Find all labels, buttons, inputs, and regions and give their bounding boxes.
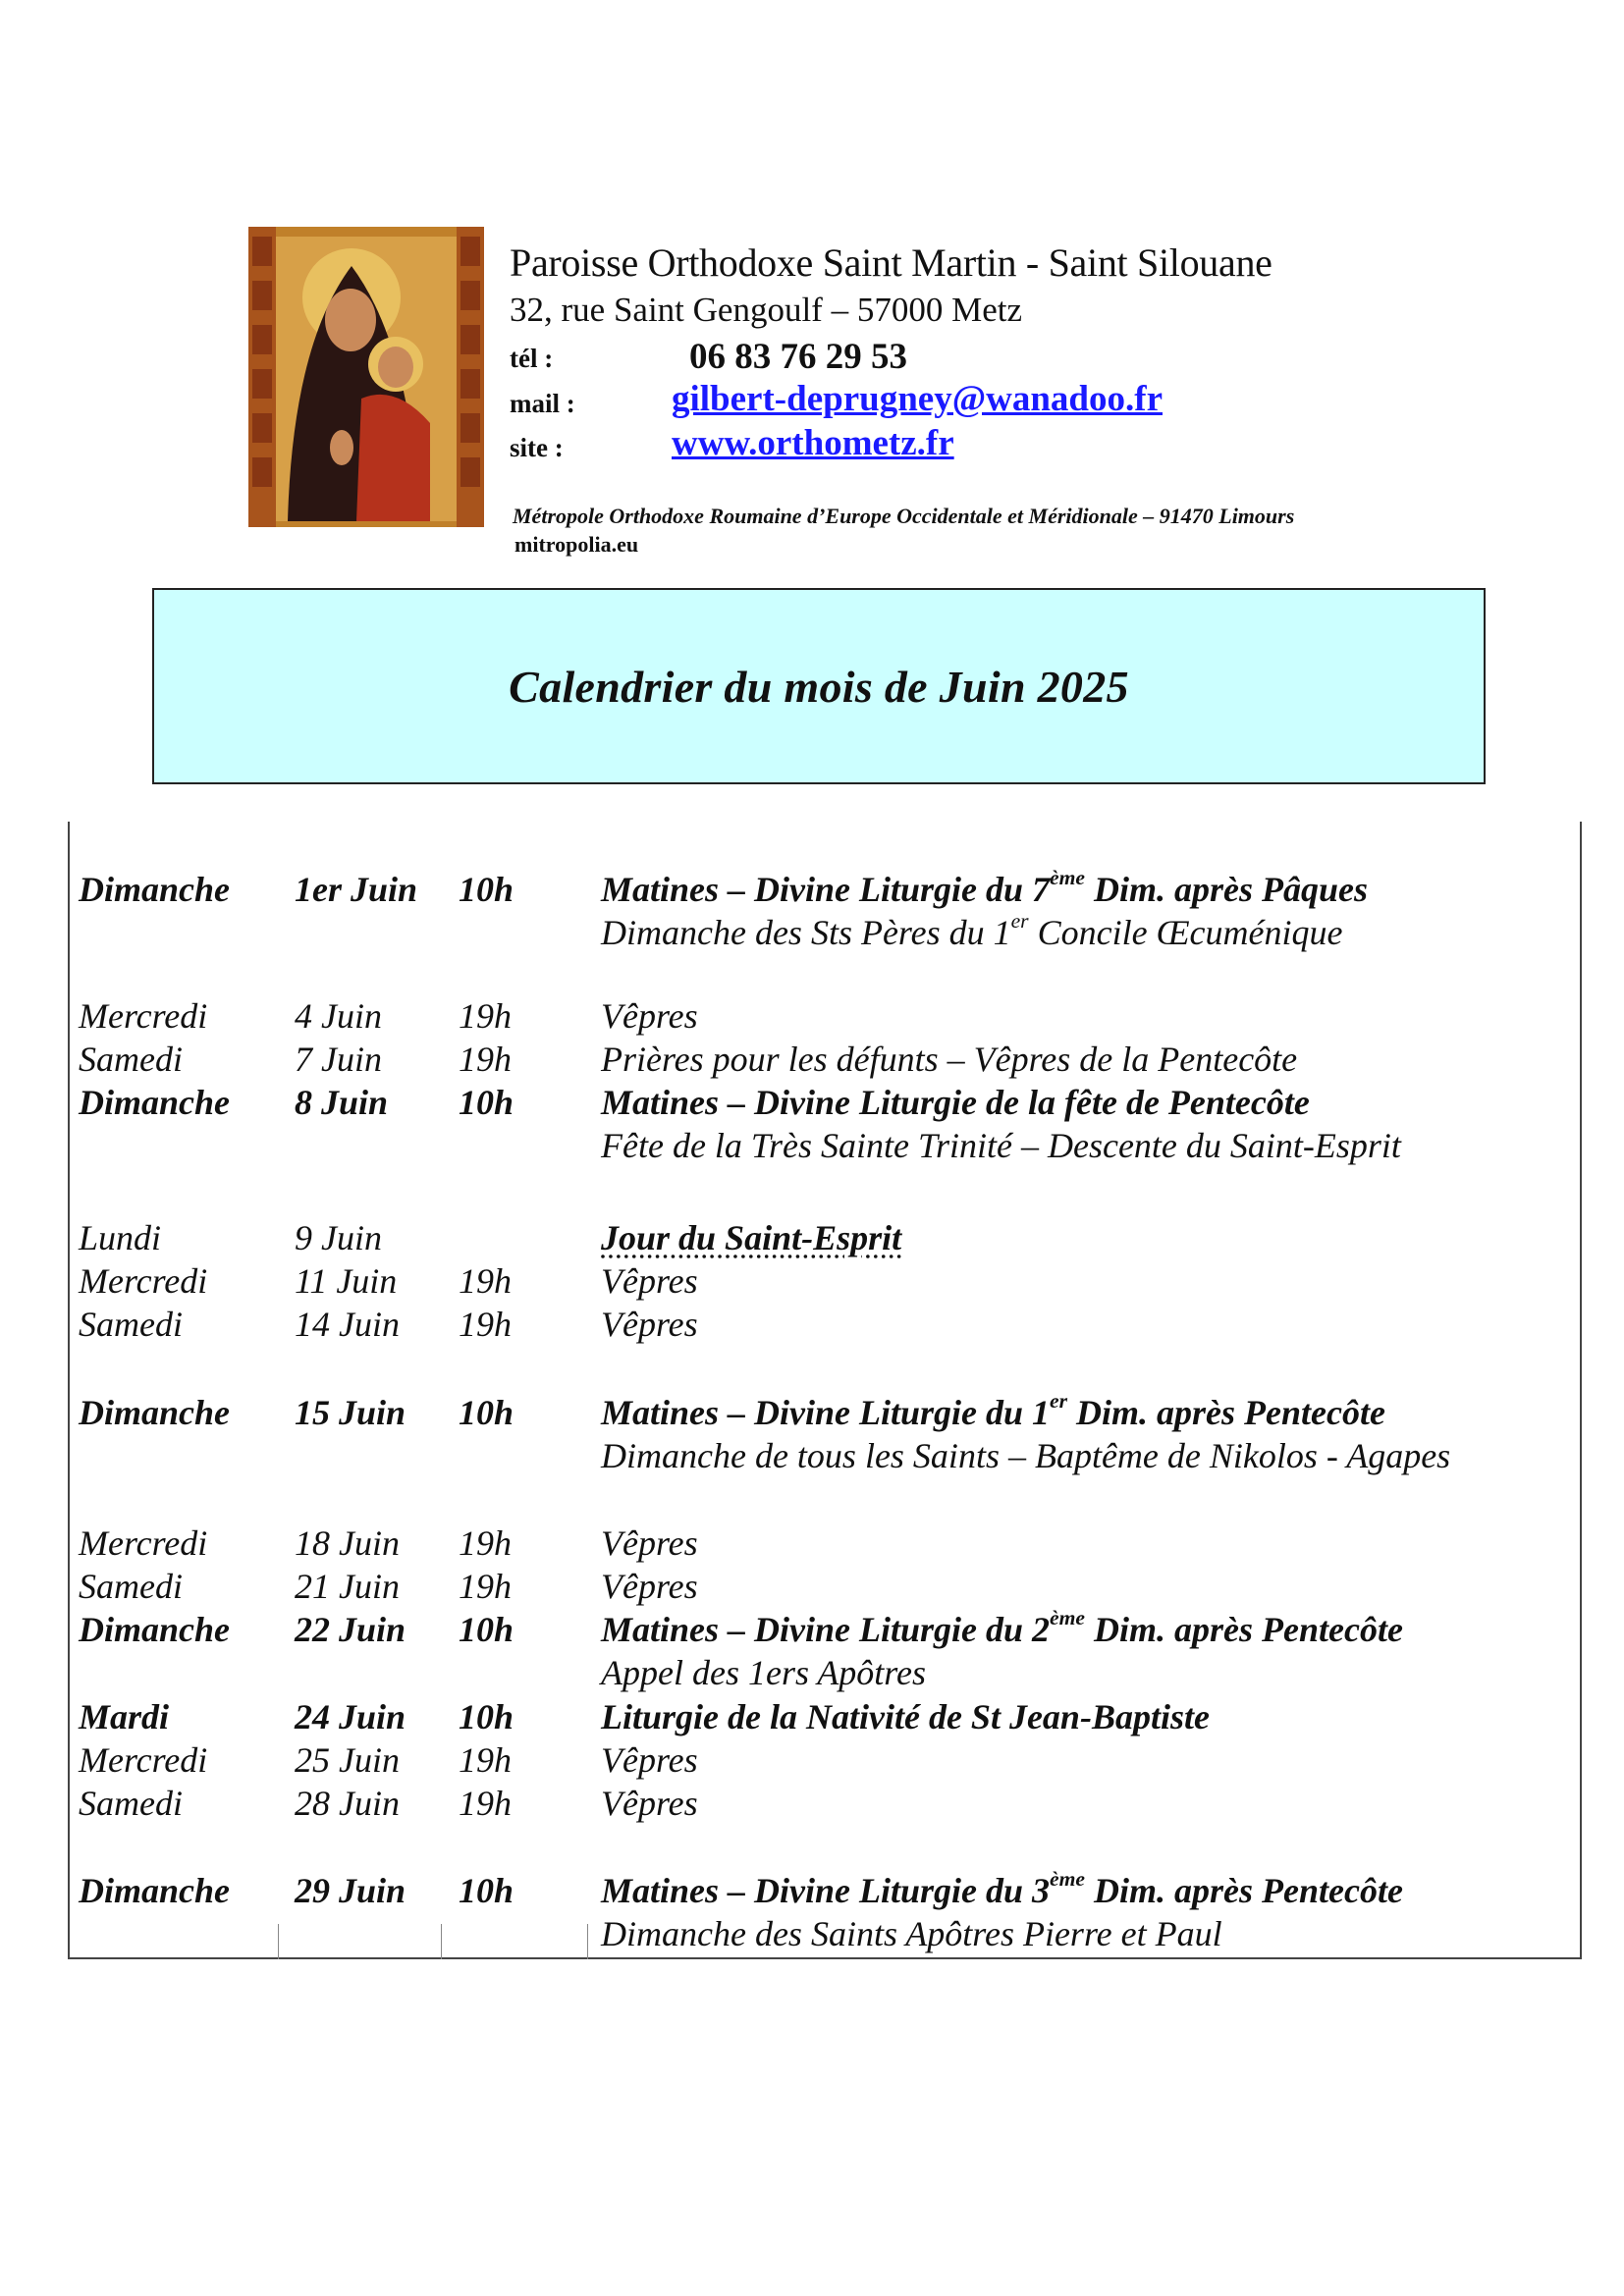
- row-day: Mardi: [79, 1697, 170, 1736]
- schedule-row: [0, 1605, 1624, 1652]
- row-time: 19h: [459, 1523, 512, 1563]
- row-day: Dimanche: [79, 1083, 231, 1122]
- row-day: Dimanche: [79, 1393, 231, 1432]
- parish-address: 32, rue Saint Gengoulf – 57000 Metz: [510, 291, 1022, 329]
- row-event: Vêpres: [601, 1740, 698, 1780]
- row-day: Samedi: [79, 1040, 183, 1079]
- schedule-row: [0, 1260, 1624, 1304]
- row-time: 10h: [459, 1697, 514, 1736]
- row-date: 1er Juin: [295, 870, 418, 909]
- row-day: Samedi: [79, 1305, 183, 1344]
- phone-label: tél :: [510, 344, 554, 373]
- row-event: Matines – Divine Liturgie du 3ème Dim. après Pentecôte: [601, 1866, 1403, 1910]
- schedule-row: [0, 1039, 1624, 1082]
- schedule-row: [0, 995, 1624, 1039]
- row-time: 19h: [459, 1740, 512, 1780]
- row-subtitle: Dimanche des Sts Pères du 1er Concile Œcuménique: [601, 908, 1343, 952]
- phone-number: 06 83 76 29 53: [689, 337, 907, 377]
- row-date: 24 Juin: [295, 1697, 406, 1736]
- row-date: 25 Juin: [295, 1740, 400, 1780]
- row-subtitle: Dimanche de tous les Saints – Baptême de Nikolos - Agapes: [601, 1436, 1451, 1475]
- row-date: 11 Juin: [295, 1261, 398, 1301]
- column-separator: [278, 1924, 279, 1959]
- schedule-row: [0, 1388, 1624, 1435]
- schedule-row: [0, 1217, 1624, 1260]
- row-day: Samedi: [79, 1784, 183, 1823]
- row-event: Prières pour les défunts – Vêpres de la Pentecôte: [601, 1040, 1298, 1079]
- row-subtitle: Fête de la Très Sainte Trinité – Descente du Saint-Esprit: [601, 1126, 1401, 1165]
- row-time: 19h: [459, 1261, 512, 1301]
- row-date: 29 Juin: [295, 1871, 406, 1910]
- calendar-title: Calendrier du mois de Juin 2025: [509, 661, 1129, 712]
- row-time: 19h: [459, 1040, 512, 1079]
- row-date: 7 Juin: [295, 1040, 382, 1079]
- metropole-name: Métropole Orthodoxe Roumaine d’Europe Occidentale et Méridionale – 91470 Limours: [513, 504, 1295, 528]
- column-separator: [441, 1924, 442, 1959]
- metropole-site: mitropolia.eu: [514, 532, 639, 557]
- mail-link[interactable]: gilbert-deprugney@wanadoo.fr: [672, 379, 1163, 419]
- row-date: 14 Juin: [295, 1305, 400, 1344]
- schedule-row: [0, 1696, 1624, 1739]
- schedule-row: [0, 1082, 1624, 1125]
- icon-painting: [248, 227, 484, 527]
- row-event: Matines – Divine Liturgie du 2ème Dim. après Pentecôte: [601, 1605, 1403, 1649]
- row-event: Matines – Divine Liturgie du 1er Dim. après Pentecôte: [601, 1388, 1385, 1432]
- row-time: 19h: [459, 996, 512, 1036]
- row-time: 10h: [459, 1083, 514, 1122]
- row-time: 10h: [459, 870, 514, 909]
- row-day: Dimanche: [79, 870, 231, 909]
- row-event: Vêpres: [601, 1261, 698, 1301]
- row-event: Jour du Saint-Esprit: [601, 1218, 902, 1257]
- row-date: 22 Juin: [295, 1610, 406, 1649]
- row-date: 9 Juin: [295, 1218, 382, 1257]
- schedule-row: [0, 1866, 1624, 1913]
- row-subtitle: Dimanche des Saints Apôtres Pierre et Paul: [601, 1914, 1222, 1953]
- row-day: Mercredi: [79, 996, 208, 1036]
- schedule-row: [0, 865, 1624, 912]
- theotokos-icon-image: [248, 227, 484, 527]
- row-time: 10h: [459, 1610, 514, 1649]
- column-separator: [587, 1924, 588, 1959]
- schedule-row: [0, 1783, 1624, 1826]
- row-date: 15 Juin: [295, 1393, 406, 1432]
- row-event: Vêpres: [601, 996, 698, 1036]
- row-date: 28 Juin: [295, 1784, 400, 1823]
- schedule-row: [0, 1739, 1624, 1783]
- row-time: 19h: [459, 1784, 512, 1823]
- row-event: Vêpres: [601, 1784, 698, 1823]
- row-date: 21 Juin: [295, 1567, 400, 1606]
- parish-name: Paroisse Orthodoxe Saint Martin - Saint Silouane: [510, 240, 1272, 285]
- schedule-row: [0, 1522, 1624, 1566]
- mail-label: mail :: [510, 389, 575, 418]
- site-link[interactable]: www.orthometz.fr: [672, 423, 954, 463]
- row-time: 10h: [459, 1871, 514, 1910]
- row-time: 19h: [459, 1305, 512, 1344]
- schedule-row: [0, 1566, 1624, 1609]
- row-event: Vêpres: [601, 1567, 698, 1606]
- title-box: [152, 588, 1486, 784]
- row-time: 10h: [459, 1393, 514, 1432]
- row-event: Matines – Divine Liturgie de la fête de Pentecôte: [601, 1083, 1310, 1122]
- row-event: Liturgie de la Nativité de St Jean-Baptiste: [601, 1697, 1210, 1736]
- row-day: Samedi: [79, 1567, 183, 1606]
- row-subtitle: Appel des 1ers Apôtres: [601, 1653, 926, 1692]
- row-event: Matines – Divine Liturgie du 7ème Dim. après Pâques: [601, 865, 1368, 909]
- schedule-row: [0, 1304, 1624, 1347]
- row-time: 19h: [459, 1567, 512, 1606]
- row-date: 18 Juin: [295, 1523, 400, 1563]
- row-day: Mercredi: [79, 1523, 208, 1563]
- row-event: Vêpres: [601, 1523, 698, 1563]
- row-day: Lundi: [79, 1218, 162, 1257]
- row-event: Vêpres: [601, 1305, 698, 1344]
- site-label: site :: [510, 433, 564, 462]
- row-day: Dimanche: [79, 1610, 231, 1649]
- row-date: 8 Juin: [295, 1083, 389, 1122]
- row-day: Mercredi: [79, 1261, 208, 1301]
- row-day: Dimanche: [79, 1871, 231, 1910]
- row-day: Mercredi: [79, 1740, 208, 1780]
- row-date: 4 Juin: [295, 996, 382, 1036]
